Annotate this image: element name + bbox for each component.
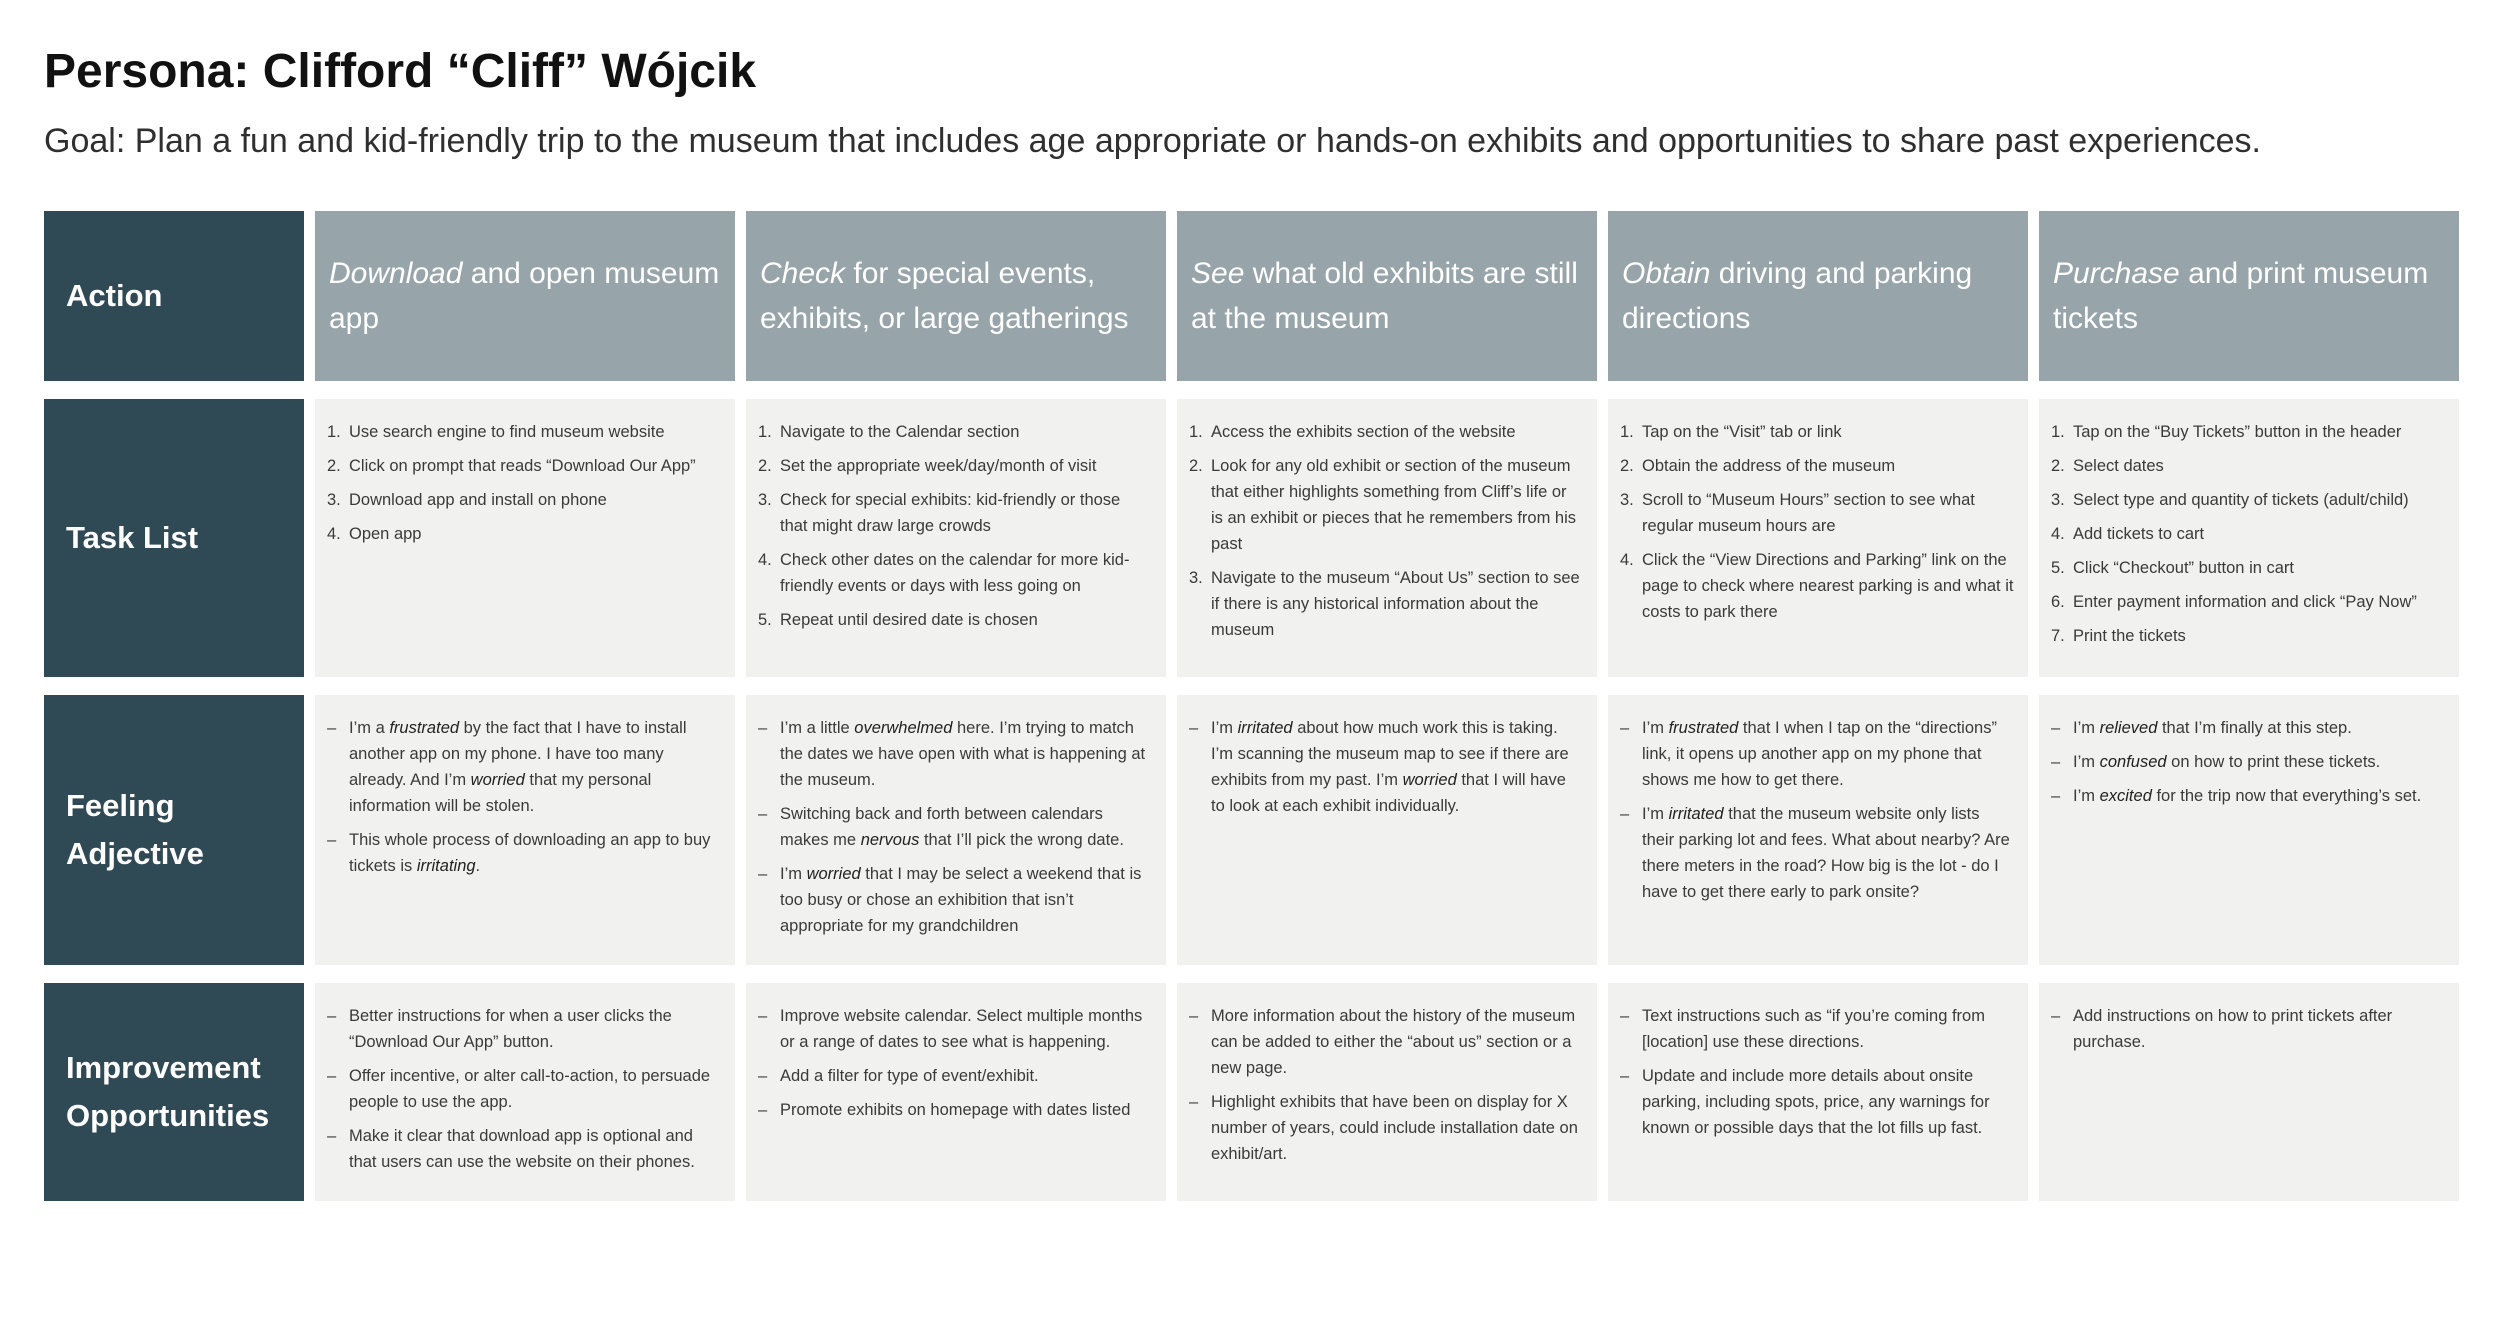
task-text: Add tickets to cart — [2073, 525, 2205, 544]
task-text: Click “Checkout” button in cart — [2073, 559, 2295, 578]
feeling-text-part: here. I’m trying to match the dates we have open with what is happening at the museum. — [780, 719, 1146, 790]
dash-marker: – — [2051, 719, 2061, 737]
task-text: Print the tickets — [2073, 627, 2186, 646]
feeling-text-part: This whole process of downloading an app to buy tickets is — [349, 831, 711, 876]
improvement-cell — [315, 983, 735, 1201]
improvement-cell — [746, 983, 1166, 1201]
improvement-item — [758, 1063, 1152, 1089]
task-item — [758, 607, 1152, 633]
row-header-action — [44, 211, 304, 381]
feeling-cell — [1608, 695, 2028, 965]
row-header-label: Improvement — [66, 1049, 261, 1085]
task-item — [2051, 521, 2445, 547]
task-text: Repeat until desired date is chosen — [780, 611, 1038, 630]
feeling-cell — [315, 695, 735, 965]
task-number: 2. — [758, 457, 772, 476]
feeling-adjective: irritated — [1668, 805, 1724, 824]
feeling-adjective: overwhelmed — [854, 719, 953, 737]
dash-marker: – — [758, 1101, 768, 1120]
feeling-text — [780, 801, 1152, 853]
improvement-item — [758, 1097, 1152, 1123]
improvement-cell — [1177, 983, 1597, 1201]
dash-marker: – — [327, 1127, 337, 1146]
action-cell — [1608, 211, 2028, 381]
feeling-item — [327, 715, 721, 819]
feeling-item — [758, 801, 1152, 853]
task-text: Select type and quantity of tickets (adult/child) — [2073, 491, 2409, 510]
improvement-list — [1620, 1003, 2014, 1141]
dash-marker: – — [758, 1067, 768, 1086]
feeling-text-part: I’m — [2073, 719, 2100, 737]
task-text: Navigate to the museum “About Us” section to see if there is any historical information about the museum — [1211, 569, 1580, 640]
feeling-item — [2051, 783, 2445, 809]
feeling-adjective: worried — [1402, 771, 1457, 790]
dash-marker: – — [2051, 1007, 2061, 1025]
task-list — [2051, 419, 2445, 649]
task-number: 6. — [2051, 593, 2065, 612]
task-item — [2051, 419, 2445, 445]
dash-marker: – — [2051, 753, 2061, 772]
feeling-text — [2073, 715, 2445, 741]
feeling-list — [327, 715, 721, 879]
improvement-text: Highlight exhibits that have been on display for X number of years, could include installation date on exhibit/art. — [1211, 1093, 1578, 1164]
feeling-text-part: that my personal information will be stolen. — [349, 771, 652, 816]
improvement-text: Text instructions such as “if you’re coming from [location] use these directions. — [1642, 1007, 1985, 1052]
improvement-item — [327, 1123, 721, 1175]
feeling-item — [758, 861, 1152, 939]
feeling-text-part: Switching back and forth between calendars makes me — [780, 805, 1103, 850]
task-item — [1189, 453, 1583, 557]
row-header-task-list — [44, 399, 304, 677]
task-number: 1. — [758, 423, 772, 441]
improvement-item — [327, 1003, 721, 1055]
dash-marker: – — [1189, 1093, 1199, 1112]
feeling-text-part: for the trip now that everything’s set. — [2151, 787, 2422, 806]
dash-marker: – — [1620, 1067, 1630, 1086]
task-text: Click the “View Directions and Parking” link on the page to check where nearest parking is and what it costs to park there — [1642, 551, 2014, 622]
feeling-item — [327, 827, 721, 879]
journey-map-grid — [44, 211, 2458, 1201]
action-verb: See — [1191, 257, 1245, 290]
feeling-text-part: I’m — [1642, 719, 1669, 737]
improvement-list — [758, 1003, 1152, 1123]
task-text: Check for special exhibits: kid-friendly or those that might draw large crowds — [780, 491, 1121, 536]
task-number: 3. — [1620, 491, 1634, 510]
feeling-text-part: about how much work this is taking. I’m scanning the museum map to see if there are exhibits from my past. I’m — [1211, 719, 1569, 790]
row-header-label: Adjective — [66, 836, 204, 871]
improvement-item — [1620, 1063, 2014, 1141]
row-header-label: Feeling — [66, 787, 175, 823]
improvement-cell — [2039, 983, 2459, 1201]
row-header-label: Task List — [66, 519, 199, 555]
task-item — [1189, 565, 1583, 643]
feeling-text — [2073, 749, 2445, 775]
feeling-text-part: that I may be select a weekend that is too busy or chose an exhibition that isn’t appropriate for my grandchildren — [780, 865, 1142, 936]
feeling-text — [1211, 715, 1583, 819]
improvement-text: Better instructions for when a user clicks the “Download Our App” button. — [349, 1007, 672, 1052]
page-title: Persona: Clifford “Cliff” Wójcik — [44, 45, 757, 98]
feeling-item — [758, 715, 1152, 793]
feeling-text-part: that I’ll pick the wrong date. — [919, 831, 1124, 850]
task-number: 3. — [1189, 569, 1203, 588]
task-number: 4. — [2051, 525, 2065, 544]
dash-marker: – — [758, 805, 768, 824]
task-item — [1620, 547, 2014, 625]
task-text: Obtain the address of the museum — [1642, 457, 1896, 476]
feeling-text-part: I’m a little — [780, 719, 855, 737]
task-item — [758, 547, 1152, 599]
feeling-text-part: that I will have to look at each exhibit individually. — [1211, 771, 1566, 816]
row-header-label: Opportunities — [66, 1098, 270, 1133]
task-list-cell — [1608, 399, 2028, 677]
task-item — [327, 487, 721, 513]
action-verb: Obtain — [1622, 257, 1711, 290]
task-number: 3. — [2051, 491, 2065, 510]
action-description: and print museum tickets — [2053, 257, 2429, 335]
task-text: Set the appropriate week/day/month of visit — [780, 457, 1097, 476]
task-text: Use search engine to find museum website — [349, 423, 665, 441]
dash-marker: – — [327, 1067, 337, 1086]
feeling-adjective: excited — [2099, 787, 2152, 806]
feeling-list — [1189, 715, 1583, 819]
task-item — [758, 487, 1152, 539]
task-number: 5. — [758, 611, 772, 630]
task-text: Navigate to the Calendar section — [780, 423, 1020, 441]
task-number: 2. — [1189, 457, 1203, 476]
feeling-text — [349, 827, 721, 879]
feeling-adjective: relieved — [2099, 719, 2158, 737]
task-number: 5. — [2051, 559, 2065, 578]
action-text — [1191, 251, 1583, 341]
task-number: 2. — [327, 457, 341, 476]
feeling-text-part: I’m — [780, 865, 807, 884]
action-text — [760, 251, 1152, 341]
task-item — [2051, 453, 2445, 479]
task-text: Enter payment information and click “Pay Now” — [2073, 593, 2417, 612]
task-item — [1620, 419, 2014, 445]
feeling-text-part: on how to print these tickets. — [2166, 753, 2381, 772]
dash-marker: – — [1620, 719, 1630, 737]
feeling-text — [1642, 715, 2014, 793]
dash-marker: – — [1620, 805, 1630, 824]
task-item — [327, 453, 721, 479]
task-number: 1. — [1620, 423, 1634, 441]
task-number: 4. — [1620, 551, 1634, 570]
task-item — [327, 521, 721, 547]
task-number: 2. — [2051, 457, 2065, 476]
task-text: Scroll to “Museum Hours” section to see what regular museum hours are — [1642, 491, 1975, 536]
action-description: and open museum app — [329, 257, 720, 335]
feeling-adjective: frustrated — [389, 719, 460, 737]
task-item — [758, 419, 1152, 445]
feeling-text — [780, 861, 1152, 939]
task-list-cell — [1177, 399, 1597, 677]
feeling-list — [2051, 715, 2445, 809]
task-text: Look for any old exhibit or section of the museum that either highlights something from Cliff’s life or is an exhibit or pieces that he remembers from his past — [1211, 457, 1576, 554]
task-item — [2051, 555, 2445, 581]
task-item — [2051, 487, 2445, 513]
task-number: 3. — [327, 491, 341, 510]
task-number: 1. — [1189, 423, 1203, 441]
feeling-adjective: irritated — [1237, 719, 1293, 737]
feeling-item — [1620, 715, 2014, 793]
dash-marker: – — [758, 719, 768, 737]
improvement-item — [1189, 1003, 1583, 1081]
feeling-cell — [746, 695, 1166, 965]
dash-marker: – — [327, 831, 337, 850]
action-cell — [2039, 211, 2459, 381]
improvement-text: Add a filter for type of event/exhibit. — [780, 1067, 1039, 1086]
improvement-text: Offer incentive, or alter call-to-action, to persuade people to use the app. — [349, 1067, 711, 1112]
feeling-text-part: I’m a — [349, 719, 390, 737]
improvement-item — [1620, 1003, 2014, 1055]
task-number: 1. — [2051, 423, 2065, 441]
feeling-text — [1642, 801, 2014, 905]
task-list — [327, 419, 721, 547]
action-description: for special events, exhibits, or large gatherings — [760, 257, 1129, 335]
action-cell — [1177, 211, 1597, 381]
dash-marker: – — [758, 865, 768, 884]
dash-marker: – — [758, 1007, 768, 1025]
feeling-text — [349, 715, 721, 819]
feeling-adjective: nervous — [860, 831, 920, 850]
feeling-item — [1189, 715, 1583, 819]
task-text: Select dates — [2073, 457, 2164, 476]
feeling-text-part: that I’m finally at this step. — [2157, 719, 2352, 737]
feeling-list — [1620, 715, 2014, 905]
action-cell — [746, 211, 1166, 381]
feeling-text-part: that I when I tap on the “directions” link, it opens up another app on my phone that shows me how to get there. — [1642, 719, 1997, 790]
feeling-cell — [2039, 695, 2459, 965]
dash-marker: – — [327, 1007, 337, 1025]
task-item — [1620, 487, 2014, 539]
task-item — [327, 419, 721, 445]
task-item — [1620, 453, 2014, 479]
task-list — [1189, 419, 1583, 644]
feeling-text-part: that the museum website only lists their parking lot and fees. What about nearby? Are there meters in the road? How big is the lot - do I have to get there early to park onsite? — [1642, 805, 2010, 902]
improvement-item — [2051, 1003, 2445, 1055]
feeling-text-part: I’m — [2073, 753, 2100, 772]
feeling-text-part: I’m — [2073, 787, 2100, 806]
task-text: Tap on the “Visit” tab or link — [1642, 423, 1842, 441]
dash-marker: – — [1620, 1007, 1630, 1025]
task-number: 4. — [327, 525, 341, 544]
task-text: Access the exhibits section of the website — [1211, 423, 1516, 441]
feeling-text-part: I’m — [1642, 805, 1669, 824]
action-text — [1622, 251, 2014, 341]
action-verb: Check — [760, 257, 846, 290]
task-number: 7. — [2051, 627, 2065, 646]
improvement-cell — [1608, 983, 2028, 1201]
improvement-item — [327, 1063, 721, 1115]
action-text — [329, 251, 721, 341]
improvement-list — [2051, 1003, 2445, 1055]
improvement-item — [1189, 1089, 1583, 1167]
improvement-text: Promote exhibits on homepage with dates listed — [780, 1101, 1131, 1120]
dash-marker: – — [2051, 787, 2061, 806]
task-number: 1. — [327, 423, 341, 441]
feeling-text-part: . — [475, 857, 481, 876]
improvement-text: More information about the history of the museum can be added to either the “about us” section or a new page. — [1211, 1007, 1576, 1078]
task-item — [1189, 419, 1583, 445]
feeling-text-part: by the fact that I have to install another app on my phone. I have too many already. And I’m — [349, 719, 687, 790]
row-header-label: Action — [66, 277, 163, 313]
feeling-cell — [1177, 695, 1597, 965]
action-text — [2053, 251, 2445, 341]
dash-marker: – — [1189, 1007, 1199, 1025]
action-description: driving and parking directions — [1622, 257, 1973, 335]
feeling-adjective: worried — [806, 865, 861, 884]
feeling-text — [2073, 783, 2445, 809]
task-text: Click on prompt that reads “Download Our App” — [349, 457, 696, 476]
task-item — [758, 453, 1152, 479]
action-verb: Download — [329, 257, 463, 290]
feeling-adjective: irritating — [416, 857, 476, 876]
improvement-text: Update and include more details about onsite parking, including spots, price, any warnings for known or possible days that the lot fills up fast. — [1642, 1067, 1990, 1138]
action-verb: Purchase — [2053, 257, 2180, 290]
feeling-item — [2051, 749, 2445, 775]
feeling-list — [758, 715, 1152, 940]
task-number: 4. — [758, 551, 772, 570]
feeling-adjective: frustrated — [1668, 719, 1739, 737]
task-text: Check other dates on the calendar for more kid-friendly events or days with less going on — [780, 551, 1130, 596]
persona-goal: Goal: Plan a fun and kid-friendly trip to the museum that includes age appropriate or hands-on exhibits and opportunities to share past experiences. — [44, 122, 2261, 160]
feeling-item — [2051, 715, 2445, 741]
feeling-item — [1620, 801, 2014, 905]
feeling-adjective: confused — [2099, 753, 2167, 772]
improvement-text: Improve website calendar. Select multiple months or a range of dates to see what is happening. — [780, 1007, 1143, 1052]
action-description: what old exhibits are still at the museum — [1191, 257, 1578, 335]
task-list — [1620, 419, 2014, 625]
action-cell — [315, 211, 735, 381]
task-text: Tap on the “Buy Tickets” button in the header — [2073, 423, 2402, 441]
row-header-feeling-adjective — [44, 695, 304, 965]
task-list-cell — [746, 399, 1166, 677]
improvement-item — [758, 1003, 1152, 1055]
task-item — [2051, 589, 2445, 615]
task-item — [2051, 623, 2445, 649]
dash-marker: – — [327, 719, 337, 737]
task-text: Download app and install on phone — [349, 491, 607, 510]
task-list-cell — [315, 399, 735, 677]
task-number: 3. — [758, 491, 772, 510]
task-number: 2. — [1620, 457, 1634, 476]
improvement-list — [327, 1003, 721, 1175]
improvement-list — [1189, 1003, 1583, 1167]
improvement-text: Make it clear that download app is optional and that users can use the website on their phones. — [349, 1127, 695, 1172]
task-list-cell — [2039, 399, 2459, 677]
feeling-text-part: I’m — [1211, 719, 1238, 737]
feeling-text — [780, 715, 1152, 793]
task-list — [758, 419, 1152, 633]
dash-marker: – — [1189, 719, 1199, 737]
row-header-improvement-opportunities — [44, 983, 304, 1201]
task-text: Open app — [349, 525, 422, 544]
feeling-adjective: worried — [470, 771, 525, 790]
improvement-text: Add instructions on how to print tickets after purchase. — [2073, 1007, 2393, 1052]
